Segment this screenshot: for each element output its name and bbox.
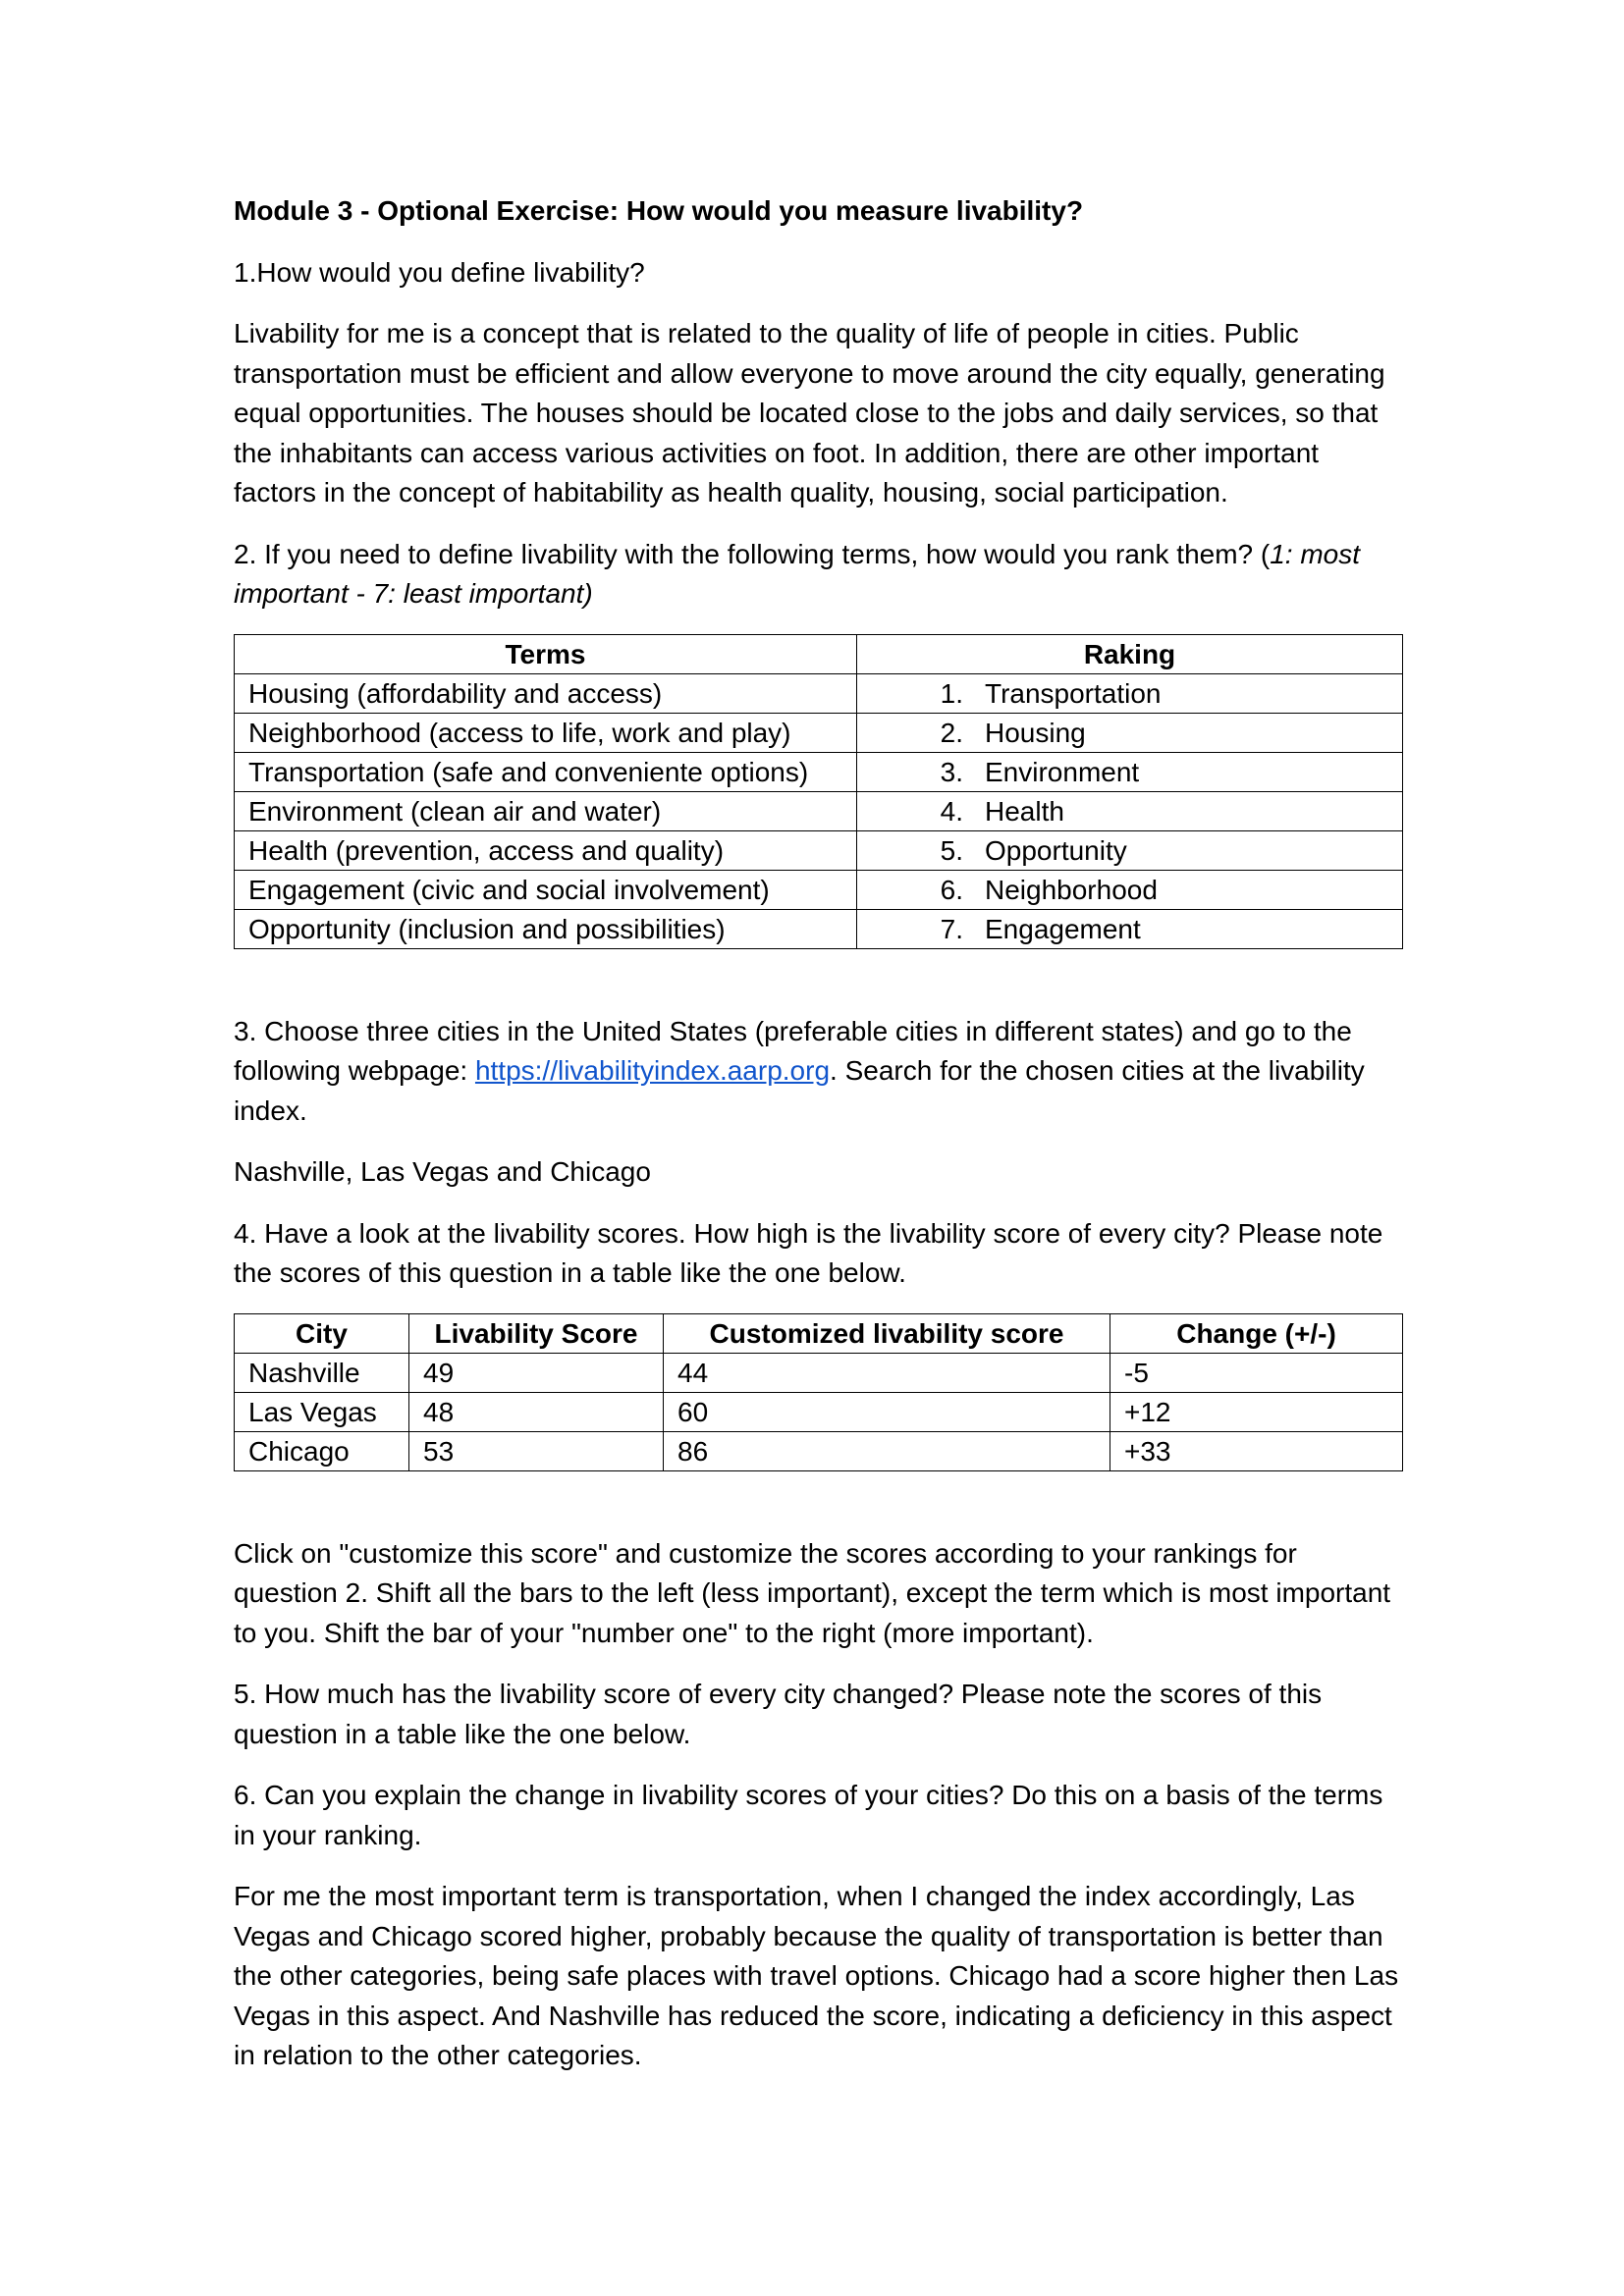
city-header: City bbox=[235, 1313, 409, 1353]
rank-term: Engagement bbox=[985, 913, 1141, 944]
instructions: Click on "customize this score" and customize the scores according to your rankings for question 2. Shift all the bars to the left (less important), except the term which is most important to you. Shift the bar of your "number one" to the right (more important). bbox=[234, 1537, 1391, 1648]
rank-number: 2. bbox=[940, 717, 963, 748]
answer-3: Nashville, Las Vegas and Chicago bbox=[234, 1156, 651, 1187]
question-2-scale: 1: most important - 7: least important) bbox=[234, 538, 1361, 609]
rank-cell bbox=[857, 791, 1403, 830]
rank-cell bbox=[857, 830, 1403, 870]
rank-term: Health bbox=[985, 795, 1064, 827]
rank-cell bbox=[857, 673, 1403, 713]
rank-number: 7. bbox=[940, 913, 963, 944]
rank-term: Housing bbox=[985, 717, 1086, 748]
rank-cell bbox=[857, 713, 1403, 752]
score-cell: 53 bbox=[409, 1431, 664, 1470]
table-row bbox=[235, 909, 1403, 948]
score-table bbox=[234, 1313, 1403, 1471]
rank-cell bbox=[857, 870, 1403, 909]
score-cell: 49 bbox=[409, 1353, 664, 1392]
score-table-header bbox=[235, 1313, 1403, 1353]
document-title: Module 3 - Optional Exercise: How would you measure livability? bbox=[234, 195, 1084, 226]
answer-1: Livability for me is a concept that is related to the quality of life of people in cities. Public transportation must be efficient and allow everyone to move around the city equally, generating equal opportunities. The houses should be located close to the jobs and daily services, so that the inhabitants can access various activities on foot. In addition, there are other important factors in the concept of habitability as health quality, housing, social participation. bbox=[234, 318, 1385, 507]
question-3-before: 3. Choose three cities in the United States (preferable cities in different states) and go to the following webpage: bbox=[234, 1015, 1352, 1086]
question-6: 6. Can you explain the change in livability scores of your cities? Do this on a basis of the terms in your ranking. bbox=[234, 1780, 1383, 1850]
document-body bbox=[234, 191, 1402, 2076]
question-4: 4. Have a look at the livability scores. How high is the livability score of every city? Please note the scores of this question in a table like the one below. bbox=[234, 1217, 1383, 1288]
rank-number: 1. bbox=[940, 677, 963, 709]
livability-index-link[interactable]: https://livabilityindex.aarp.org bbox=[474, 1055, 831, 1086]
rank-number: 5. bbox=[940, 834, 963, 866]
answer-6: For me the most important term is transportation, when I changed the index accordingly, Las Vegas and Chicago scored higher, probably because the quality of transportation is better than the other categories, being safe places with travel options. Chicago had a score higher then Las Vegas in this aspect. And Nashville has reduced the score, indicating a deficiency in this aspect in relation to the other categories. bbox=[234, 1881, 1399, 2070]
rank-term: Transportation bbox=[985, 677, 1162, 709]
term-cell: Transportation (safe and conveniente options) bbox=[235, 752, 857, 791]
custom-score-cell: 44 bbox=[664, 1353, 1110, 1392]
table-row bbox=[235, 752, 1403, 791]
table-row bbox=[235, 673, 1403, 713]
question-5: 5. How much has the livability score of every city changed? Please note the scores of this question in a table like the one below. bbox=[234, 1679, 1323, 1749]
custom-score-cell: 60 bbox=[664, 1392, 1110, 1431]
rank-number: 6. bbox=[940, 874, 963, 905]
rank-cell bbox=[857, 752, 1403, 791]
rank-term: Environment bbox=[985, 756, 1140, 787]
rank-number: 4. bbox=[940, 795, 963, 827]
rank-term: Neighborhood bbox=[985, 874, 1158, 905]
table-row bbox=[235, 713, 1403, 752]
ranking-table bbox=[234, 634, 1403, 949]
question-2 bbox=[234, 535, 1402, 614]
rank-cell bbox=[857, 909, 1403, 948]
change-cell: +33 bbox=[1110, 1431, 1403, 1470]
table-row bbox=[235, 870, 1403, 909]
term-cell: Housing (affordability and access) bbox=[235, 673, 857, 713]
term-cell: Neighborhood (access to life, work and play) bbox=[235, 713, 857, 752]
change-cell: +12 bbox=[1110, 1392, 1403, 1431]
table-row bbox=[235, 791, 1403, 830]
city-cell: Las Vegas bbox=[235, 1392, 409, 1431]
term-cell: Health (prevention, access and quality) bbox=[235, 830, 857, 870]
rank-term: Opportunity bbox=[985, 834, 1127, 866]
ranking-table-header bbox=[235, 634, 1403, 673]
city-cell: Nashville bbox=[235, 1353, 409, 1392]
table-row bbox=[235, 1353, 1403, 1392]
change-header: Change (+/-) bbox=[1110, 1313, 1403, 1353]
custom-score-cell: 86 bbox=[664, 1431, 1110, 1470]
question-3 bbox=[234, 1012, 1402, 1132]
score-cell: 48 bbox=[409, 1392, 664, 1431]
term-cell: Engagement (civic and social involvement) bbox=[235, 870, 857, 909]
terms-header: Terms bbox=[235, 634, 857, 673]
question-1: 1.How would you define livability? bbox=[234, 256, 645, 288]
term-cell: Environment (clean air and water) bbox=[235, 791, 857, 830]
city-cell: Chicago bbox=[235, 1431, 409, 1470]
term-cell: Opportunity (inclusion and possibilities) bbox=[235, 909, 857, 948]
livability-score-header: Livability Score bbox=[409, 1313, 664, 1353]
change-cell: -5 bbox=[1110, 1353, 1403, 1392]
table-row bbox=[235, 1431, 1403, 1470]
customized-score-header: Customized livability score bbox=[664, 1313, 1110, 1353]
question-3-after: . Search for the chosen cities at the livability index. bbox=[234, 1055, 1365, 1126]
rank-number: 3. bbox=[940, 756, 963, 787]
ranking-header: Raking bbox=[857, 634, 1403, 673]
table-row bbox=[235, 1392, 1403, 1431]
question-2-text: 2. If you need to define livability with the following terms, how would you rank them? ( bbox=[234, 538, 1271, 569]
table-row bbox=[235, 830, 1403, 870]
